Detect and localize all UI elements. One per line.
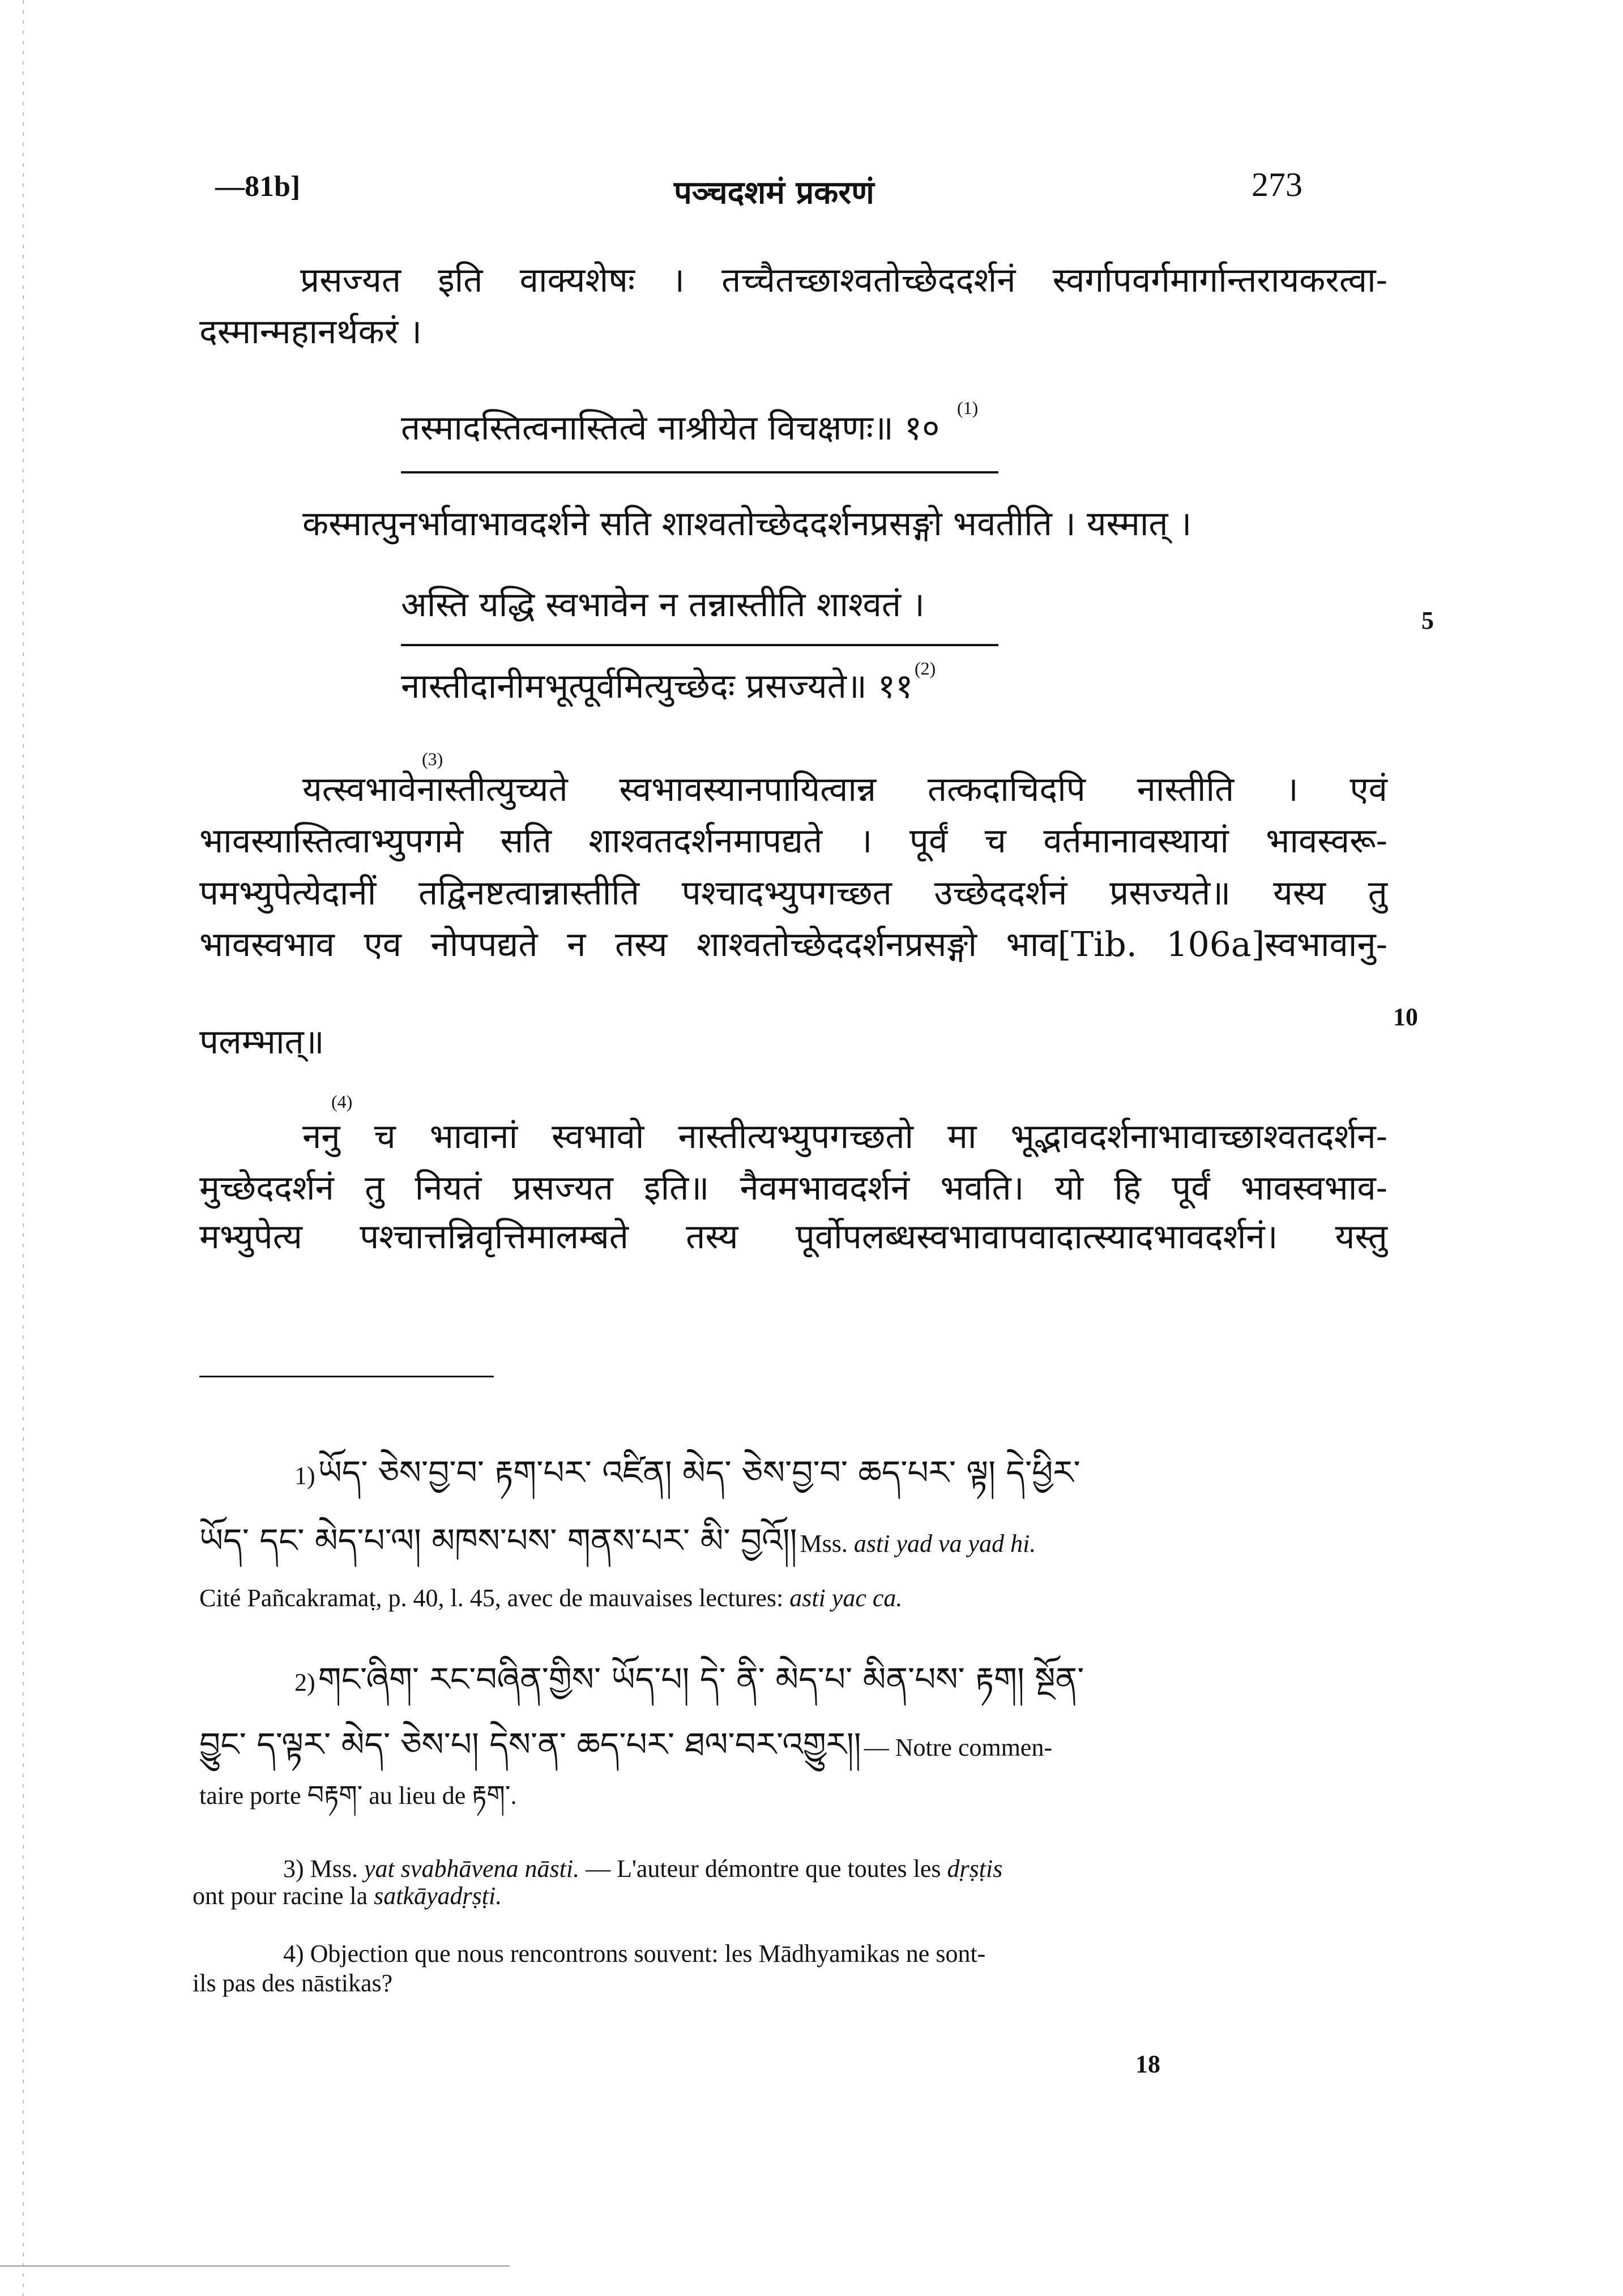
verse-11a: अस्ति यद्धि स्वभावेन न तन्नास्तीति शाश्वतं । xyxy=(401,585,925,625)
footnote-ref-3: (3) xyxy=(422,749,443,769)
footnote-2-line-1 xyxy=(294,1657,1084,1702)
footnote-text: Mss. xyxy=(310,1855,365,1883)
body-line: मभ्युपेत्य पश्चात्तन्निवृत्तिमालम्बते तस्य पूर्वोपलब्धस्वभावापवादात्स्यादभावदर्शनं। यस्तु xyxy=(199,1217,1387,1257)
verse-underline xyxy=(401,471,998,473)
footnote-1-line-2 xyxy=(199,1518,1036,1563)
page-edge-scan-artifact xyxy=(23,0,24,2296)
body-line: मुच्छेददर्शनं तु नियतं प्रसज्यत इति॥ नैवमभावदर्शनं भवति। यो हि पूर्वं भावस्वभाव- xyxy=(199,1168,1387,1208)
footnote-4-line-1: 4) Objection que nous rencontrons souvent: les Mādhyamikas ne sont- xyxy=(283,1940,986,1968)
tibetan-text: གང་ཞིག་ རང་བཞིན་གྱིས་ ཡོད་པ། དེ་ ནི་ མེད་པ་ མིན་པས་ རྟག། སྔོན་ xyxy=(318,1660,1084,1698)
footnote-number: 3) xyxy=(283,1855,304,1883)
footnote-4-line-2: ils pas des nāstikas? xyxy=(193,1969,393,1997)
margin-line-number: 5 xyxy=(1421,607,1434,634)
footnote-italic: asti yac ca. xyxy=(789,1584,903,1612)
footnote-separator xyxy=(199,1376,494,1377)
verse-11b: नास्तीदानीमभूत्पूर्वमित्युच्छेदः प्रसज्यते॥ ११ xyxy=(401,667,913,706)
footnote-1-line-1 xyxy=(294,1450,1080,1495)
header-folio: —81b] xyxy=(215,170,301,203)
body-line: भावस्यास्तित्वाभ्युपगमे सति शाश्वतदर्शनमापद्यते । पूर्वं च वर्तमानावस्थायां भावस्वरू- xyxy=(199,821,1387,861)
body-line: दस्मान्महानर्थकरं । xyxy=(199,312,422,352)
footnote-ref-4: (4) xyxy=(331,1091,353,1112)
footnote-text: . xyxy=(510,1782,517,1810)
footnote-text: taire porte xyxy=(199,1782,307,1810)
footnote-number: 2) xyxy=(294,1668,315,1696)
body-line: पलम्भात्॥ xyxy=(199,1022,324,1062)
margin-line-number: 10 xyxy=(1393,1003,1418,1031)
footnote-italic: dṛṣṭis xyxy=(947,1855,1003,1883)
footnote-3-line-2 xyxy=(193,1879,502,1913)
footnote-2-line-3 xyxy=(199,1773,516,1818)
verse-text: तस्मादस्तित्वनास्तित्वे नाश्रीयेत विचक्षणः॥ १० xyxy=(401,408,940,448)
footnote-text: Cité Pañcakramaṭ, p. 40, l. 45, avec de mauvaises lectures: xyxy=(199,1584,790,1612)
footnote-text: ont pour racine la xyxy=(193,1882,374,1910)
body-line: यत्स्वभावेनास्तीत्युच्यते स्वभावस्यानपायित्वान्न तत्कदाचिदपि नास्तीति । एवं xyxy=(302,770,1387,809)
verse-10 xyxy=(401,403,939,454)
verse-underline xyxy=(401,644,998,646)
signature-mark: 18 xyxy=(1135,2050,1160,2078)
footnote-text: Mss. xyxy=(800,1530,854,1557)
footnote-text: — L'auteur démontre que toutes les xyxy=(579,1855,947,1883)
tibetan-text: རྟག་ xyxy=(472,1781,511,1810)
tibetan-text: ཡོད་ ཅེས་བྱ་བ་ རྟག་པར་ འཛིན། མེད་ ཅེས་བྱ་བ་ ཆད་པར་ ལྟ། དེ་ཕྱིར་ xyxy=(318,1453,1080,1492)
footnote-italic: yat svabhāvena nāsti. xyxy=(364,1855,580,1883)
footnote-italic: satkāyadṛṣṭi. xyxy=(374,1882,502,1910)
footnote-number: 1) xyxy=(294,1462,315,1490)
scan-edge-line xyxy=(0,2265,510,2267)
body-line: कस्मात्पुनर्भावाभावदर्शने सति शाश्वतोच्छेददर्शनप्रसङ्गो भवतीति । यस्मात् । xyxy=(302,504,1192,544)
body-line: ननु च भावानां स्वभावो नास्तीत्यभ्युपगच्छतो मा भूद्भावदर्शनाभावाच्छाश्वतदर्शन- xyxy=(302,1117,1387,1156)
footnote-2-line-2 xyxy=(199,1722,1052,1767)
body-line: पमभ्युपेत्येदानीं तद्विनष्टत्वान्नास्तीति पश्चादभ्युपगच्छत उच्छेददर्शनं प्रसज्यते॥ यस्य तु xyxy=(199,873,1387,913)
footnote-text: — Notre commen- xyxy=(864,1734,1053,1761)
running-title: पञ्चदशमं प्रकरणं xyxy=(674,174,874,211)
body-line: भावस्वभाव एव नोपपद्यते न तस्य शाश्वतोच्छेददर्शनप्रसङ्गो भाव[Tib. 106a]स्वभावानु- xyxy=(199,925,1387,965)
footnote-italic: asti yad va yad hi. xyxy=(853,1530,1036,1557)
page-number: 273 xyxy=(1252,166,1302,203)
tibetan-text: བརྟག་ xyxy=(307,1781,363,1810)
footnote-ref-2: (2) xyxy=(915,658,936,678)
tibetan-text: བྱུང་ ད་ལྟར་ མེད་ ཅེས་པ། དེས་ན་ ཆད་པར་ ཐལ་བར་འགྱུར།། xyxy=(199,1725,861,1764)
footnote-ref-1: (1) xyxy=(957,398,979,418)
footnote-1-line-3 xyxy=(199,1581,902,1615)
footnote-text: au lieu de xyxy=(362,1782,472,1810)
body-line: प्रसज्यत इति वाक्यशेषः । तच्चैतच्छाश्वतोच्छेददर्शनं स्वर्गापवर्गमार्गान्तरायकरत्वा- xyxy=(300,261,1387,300)
tibetan-text: ཡོད་ དང་ མེད་པ་ལ། མཁས་པས་ གནས་པར་ མི་ བྱའོ།། xyxy=(199,1521,797,1560)
